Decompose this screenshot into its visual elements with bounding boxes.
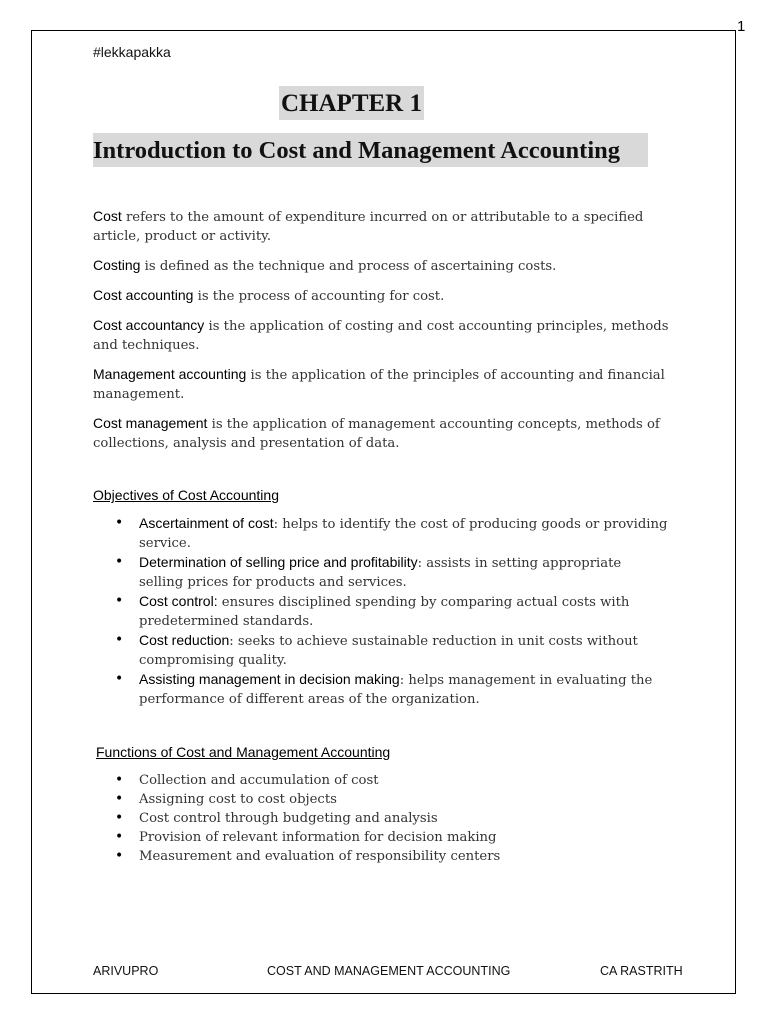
definition-text: refers to the amount of expenditure incurred on or attributable to a specified article, product or activity. [93, 210, 644, 244]
list-item [93, 809, 668, 828]
objective-term: Cost reduction [139, 632, 230, 648]
bullet-icon: • [115, 810, 124, 826]
objective-term: Assisting management in decision making [139, 671, 400, 687]
function-text: Cost control through budgeting and analysis [139, 811, 438, 826]
objectives-heading: Objectives of Cost Accounting [93, 487, 279, 503]
definition-term: Costing [93, 257, 141, 273]
objective-term: Determination of selling price and profitability [139, 554, 418, 570]
list-item [93, 828, 668, 847]
definition-cost-accounting [93, 286, 678, 306]
objective-text: ensures disciplined spending by comparing actual costs with predetermined standards. [139, 595, 630, 629]
objective-term: Ascertainment of cost [139, 515, 274, 531]
function-text: Provision of relevant information for decision making [139, 830, 497, 845]
list-item [93, 592, 668, 631]
definition-management-accounting [93, 365, 678, 404]
objective-text: : helps to identify the cost of producing goods or providing service. [139, 517, 668, 551]
function-text: Measurement and evaluation of responsibility centers [139, 849, 501, 864]
definition-text: is the application of management accounting concepts, methods of collections, analysis and presentation of data. [93, 417, 660, 451]
definition-term: Cost accounting [93, 287, 194, 303]
hashtag: #lekkapakka [93, 44, 171, 60]
list-item [93, 771, 668, 790]
definition-term: Cost management [93, 415, 208, 431]
bullet-icon: • [115, 593, 124, 609]
list-item [93, 847, 668, 866]
definition-cost [93, 207, 678, 246]
definition-cost-management [93, 414, 678, 453]
list-item [93, 790, 668, 809]
bullet-icon: • [115, 829, 124, 845]
bullet-icon: • [115, 515, 124, 531]
definitions [93, 207, 678, 463]
definition-costing [93, 256, 678, 276]
footer-right: CA RASTRITH [600, 964, 683, 978]
objective-text: : assists in setting appropriate selling prices for products and services. [139, 556, 622, 590]
page-number: 1 [737, 18, 746, 35]
objective-text: : helps management in evaluating the performance of different areas of the organization. [139, 673, 653, 707]
definition-text: is the process of accounting for cost. [193, 289, 445, 304]
list-item [93, 670, 668, 709]
bullet-icon: • [115, 671, 124, 687]
function-text: Collection and accumulation of cost [139, 773, 379, 788]
definition-text: is defined as the technique and process of ascertaining costs. [140, 259, 557, 274]
bullet-icon: • [115, 632, 124, 648]
definition-term: Cost accountancy [93, 317, 205, 333]
functions-heading: Functions of Cost and Management Accounting [96, 744, 391, 760]
bullet-icon: • [115, 772, 124, 788]
list-item [93, 514, 668, 553]
footer-center: COST AND MANAGEMENT ACCOUNTING [267, 964, 511, 978]
bullet-icon: • [115, 848, 124, 864]
objectives-list [93, 514, 668, 709]
bullet-icon: • [115, 554, 124, 570]
footer-left: ARIVUPRO [93, 964, 159, 978]
objective-term: Cost control: [139, 593, 218, 609]
definition-term: Management accounting [93, 366, 247, 382]
definition-text: is the application of the principles of accounting and financial management. [93, 368, 665, 402]
definition-text: is the application of costing and cost accounting principles, methods and techniques. [93, 319, 669, 353]
objective-text: : seeks to achieve sustainable reduction in unit costs without compromising quality. [139, 634, 638, 668]
function-text: Assigning cost to cost objects [139, 792, 337, 807]
functions-list [93, 771, 668, 866]
chapter-heading: CHAPTER 1 [279, 86, 424, 120]
definition-term: Cost [93, 208, 122, 224]
bullet-icon: • [115, 791, 124, 807]
definition-cost-accountancy [93, 316, 678, 355]
chapter-title: Introduction to Cost and Management Accounting [93, 133, 648, 167]
list-item [93, 631, 668, 670]
list-item [93, 553, 668, 592]
